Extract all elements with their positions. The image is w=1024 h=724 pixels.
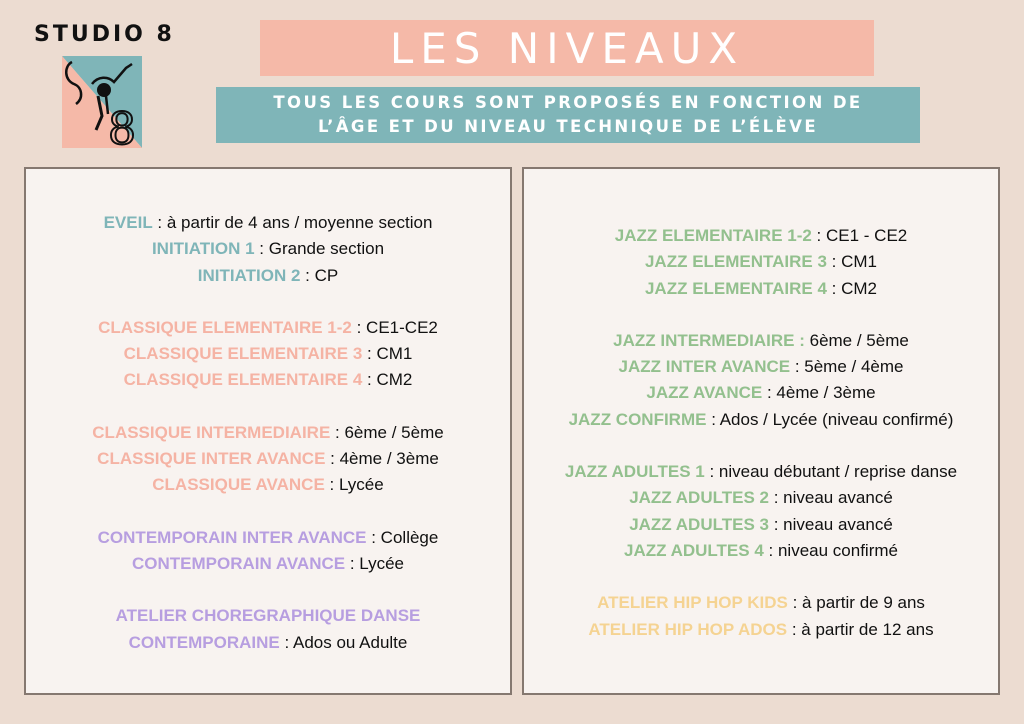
level-line <box>26 315 510 341</box>
level-description: : niveau avancé <box>768 488 893 508</box>
level-line <box>26 367 510 393</box>
page-subtitle <box>216 87 920 143</box>
level-name: CLASSIQUE ELEMENTAIRE 3 <box>123 344 363 364</box>
right-levels-panel <box>522 167 1000 695</box>
level-name: JAZZ ADULTES 1 <box>564 462 705 482</box>
level-description: : CM1 <box>362 344 413 364</box>
level-name: CONTEMPORAIN AVANCE <box>131 553 346 573</box>
left-levels-panel <box>24 167 512 695</box>
level-name: EVEIL <box>103 213 153 232</box>
level-name: CLASSIQUE ELEMENTAIRE 1-2 <box>98 317 352 337</box>
level-line <box>524 354 998 380</box>
level-line <box>524 485 998 511</box>
level-line <box>524 407 998 433</box>
level-name: JAZZ ELEMENTAIRE 1-2 <box>614 226 812 245</box>
level-name: CONTEMPORAINE <box>128 632 280 652</box>
right-level-group <box>524 328 998 433</box>
level-line <box>524 380 998 406</box>
logo-number: 8 <box>108 104 136 148</box>
right-level-group <box>524 590 998 643</box>
level-name: JAZZ ADULTES 3 <box>629 514 769 534</box>
left-level-group <box>26 420 510 499</box>
level-description: : CM2 <box>826 278 878 298</box>
level-line <box>524 223 998 249</box>
level-line <box>524 512 998 538</box>
level-name: ATELIER HIP HOP KIDS <box>597 593 788 613</box>
level-description: : Ados ou Adulte <box>279 632 408 652</box>
level-line <box>26 236 510 262</box>
left-level-group <box>26 525 510 578</box>
level-line <box>26 603 510 629</box>
level-description: : à partir de 12 ans <box>787 619 934 639</box>
level-description: : niveau débutant / reprise danse <box>704 462 958 482</box>
left-level-group <box>26 315 510 394</box>
level-line <box>26 210 510 236</box>
level-description: : CM1 <box>826 252 878 272</box>
level-line <box>524 249 998 275</box>
subtitle-line-1: TOUS LES COURS SONT PROPOSÉS EN FONCTION DE <box>273 93 863 112</box>
level-description: : niveau confirmé <box>763 540 898 560</box>
level-name: JAZZ INTERMEDIAIRE : <box>613 330 805 350</box>
level-line <box>524 328 998 354</box>
subtitle-line-2: L’ÂGE ET DU NIVEAU TECHNIQUE DE L’ÉLÈVE <box>317 117 819 136</box>
level-name: JAZZ ELEMENTAIRE 3 <box>644 252 827 272</box>
level-name: CONTEMPORAIN INTER AVANCE <box>97 527 367 547</box>
level-line <box>26 472 510 498</box>
level-description: : 5ème / 4ème <box>790 357 904 377</box>
level-description: : CP <box>300 265 339 285</box>
level-name: CLASSIQUE AVANCE <box>152 475 325 495</box>
left-level-group <box>26 603 510 656</box>
level-line <box>26 420 510 446</box>
level-description: : Lycée <box>324 475 384 495</box>
page-title: LES NIVEAUX <box>260 20 874 76</box>
level-line <box>524 538 998 564</box>
level-line <box>26 525 510 551</box>
right-level-group <box>524 459 998 564</box>
level-name: JAZZ ELEMENTAIRE 4 <box>644 278 827 298</box>
level-name: ATELIER CHOREGRAPHIQUE DANSE <box>115 606 421 626</box>
studio-logo <box>62 56 142 148</box>
level-description: : CE1-CE2 <box>351 317 438 337</box>
level-name: INITIATION 1 <box>151 239 255 259</box>
level-description: : à partir de 4 ans / moyenne section <box>152 213 433 232</box>
level-description: 6ème / 5ème <box>804 330 909 350</box>
level-name: CLASSIQUE ELEMENTAIRE 4 <box>123 370 363 390</box>
level-description: : CE1 - CE2 <box>811 226 908 245</box>
level-description: : Lycée <box>345 553 405 573</box>
level-name: JAZZ AVANCE <box>646 383 763 403</box>
level-name: JAZZ INTER AVANCE <box>618 357 791 377</box>
level-line <box>26 446 510 472</box>
level-name: CLASSIQUE INTER AVANCE <box>97 449 326 469</box>
level-description: : niveau avancé <box>768 514 893 534</box>
level-description: : CM2 <box>362 370 413 390</box>
level-name: INITIATION 2 <box>197 265 301 285</box>
level-line <box>524 590 998 616</box>
level-line <box>26 341 510 367</box>
level-description: : Collège <box>366 527 439 547</box>
level-description: : Grande section <box>254 239 385 259</box>
level-line <box>524 276 998 302</box>
level-line <box>26 551 510 577</box>
level-name: ATELIER HIP HOP ADOS <box>588 619 788 639</box>
level-line <box>26 630 510 656</box>
level-description: : 4ème / 3ème <box>762 383 876 403</box>
level-name: CLASSIQUE INTERMEDIAIRE <box>92 422 331 442</box>
right-level-group <box>524 223 998 302</box>
level-description: : 4ème / 3ème <box>325 449 439 469</box>
level-name: JAZZ CONFIRME <box>568 409 707 429</box>
level-description: : Ados / Lycée (niveau confirmé) <box>706 409 954 429</box>
left-level-group <box>26 210 510 289</box>
level-description: : à partir de 9 ans <box>787 593 925 613</box>
level-name: JAZZ ADULTES 2 <box>629 488 769 508</box>
level-line <box>524 617 998 643</box>
level-line <box>26 263 510 289</box>
level-name: JAZZ ADULTES 4 <box>624 540 764 560</box>
level-description: : 6ème / 5ème <box>330 422 444 442</box>
brand-name: STUDIO 8 <box>34 22 175 47</box>
level-line <box>524 459 998 485</box>
